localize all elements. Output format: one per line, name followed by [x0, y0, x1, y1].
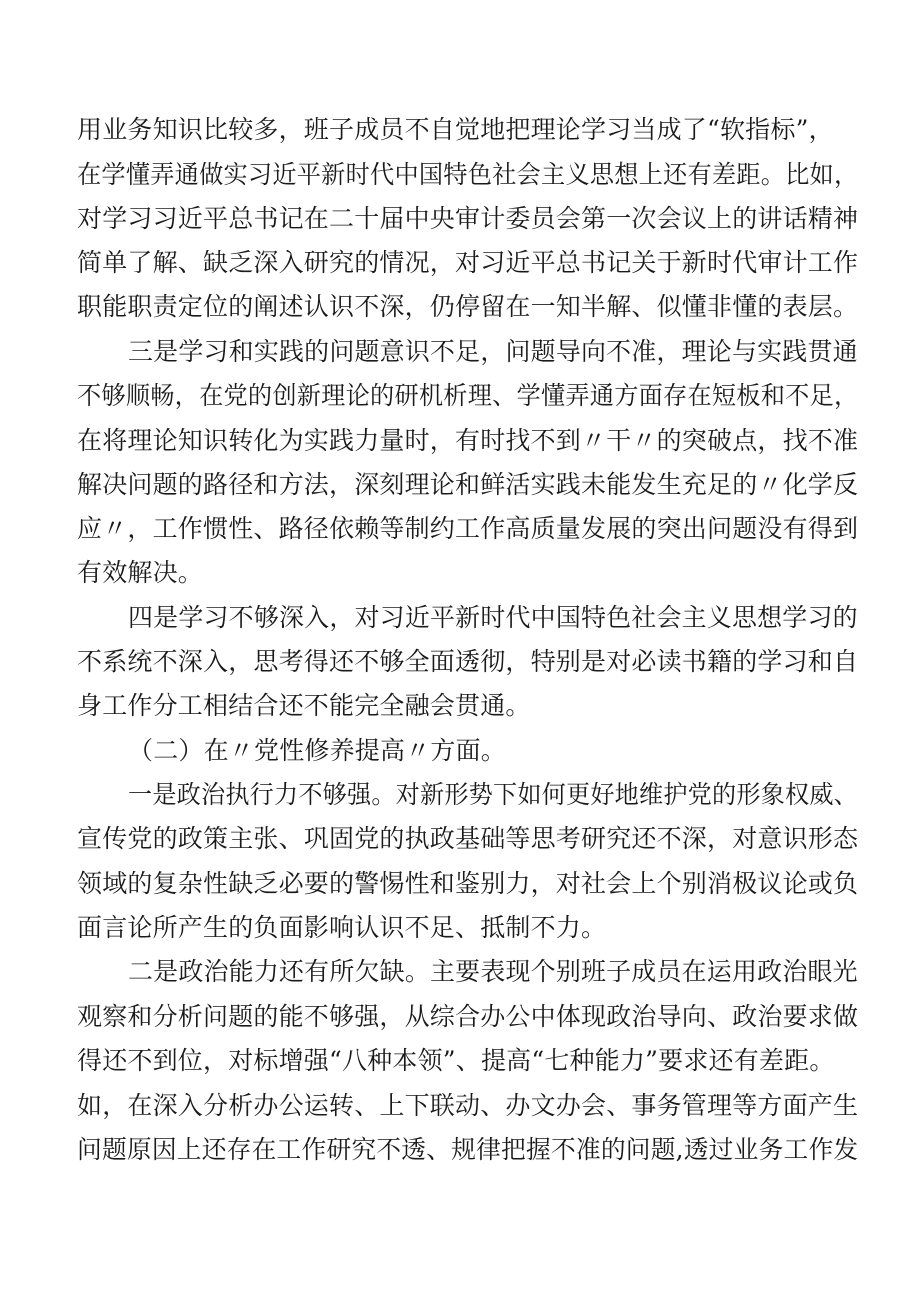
text-line: 在将理论知识转化为实践力量时，有时找不到〃干〃的突破点，找不准: [77, 426, 859, 455]
section-heading: （二）在〃党性修养提高〃方面。: [128, 736, 507, 765]
text-line: 不系统不深入，思考得还不够全面透彻，特别是对必读书籍的学习和自: [77, 647, 859, 676]
text-line: 用业务知识比较多，班子成员不自觉地把理论学习当成了“软指标”，: [77, 115, 834, 144]
text-line: 应〃，工作惯性、路径依赖等制约工作高质量发展的突出问题没有得到: [77, 514, 859, 543]
text-line: 解决问题的路径和方法，深刻理论和鲜活实践未能发生充足的〃化学反: [77, 470, 859, 499]
text-line: 宣传党的政策主张、巩固党的执政基础等思考研究还不深，对意识形态: [77, 824, 859, 853]
paragraph-start-line: 二是政治能力还有所欠缺。主要表现个别班子成员在运用政治眼光: [128, 957, 858, 986]
paragraph-start-line: 一是政治执行力不够强。对新形势下如何更好地维护党的形象权威、: [128, 780, 859, 809]
text-line: 观察和分析问题的能不够强，从综合办公中体现政治导向、政治要求做: [77, 1002, 859, 1031]
text-line: 如，在深入分析办公运转、上下联动、办文办会、事务管理等方面产生: [77, 1091, 859, 1120]
text-line: 不够顺畅，在党的创新理论的研机析理、学懂弄通方面存在短板和不足，: [77, 381, 859, 410]
text-line: 在学懂弄通做实习近平新时代中国特色社会主义思想上还有差距。比如，: [77, 160, 859, 189]
text-line: 面言论所产生的负面影响认识不足、抵制不力。: [77, 913, 607, 942]
text-line: 有效解决。: [77, 558, 204, 587]
text-line: 领域的复杂性缺乏必要的警惕性和鉴别力，对社会上个别消极议论或负: [77, 869, 859, 898]
text-line: 对学习习近平总书记在二十届中央审计委员会第一次会议上的讲话精神: [77, 204, 859, 233]
text-line: 简单了解、缺乏深入研究的情况，对习近平总书记关于新时代审计工作: [77, 248, 859, 277]
text-line: 问题原因上还存在工作研究不透、规律把握不准的问题,透过业务工作发: [77, 1135, 859, 1164]
paragraph-start-line: 四是学习不够深入，对习近平新时代中国特色社会主义思想学习的: [128, 603, 858, 632]
text-line: 身工作分工相结合还不能完全融会贯通。: [77, 691, 531, 720]
text-line: 得还不到位，对标增强“八种本领”、提高“七种能力”要求还有差距。: [77, 1046, 835, 1075]
paragraph-start-line: 三是学习和实践的问题意识不足，问题导向不准，理论与实践贯通: [128, 337, 858, 366]
text-line: 职能职责定位的阐述认识不深，仍停留在一知半解、似懂非懂的表层。: [77, 292, 859, 321]
